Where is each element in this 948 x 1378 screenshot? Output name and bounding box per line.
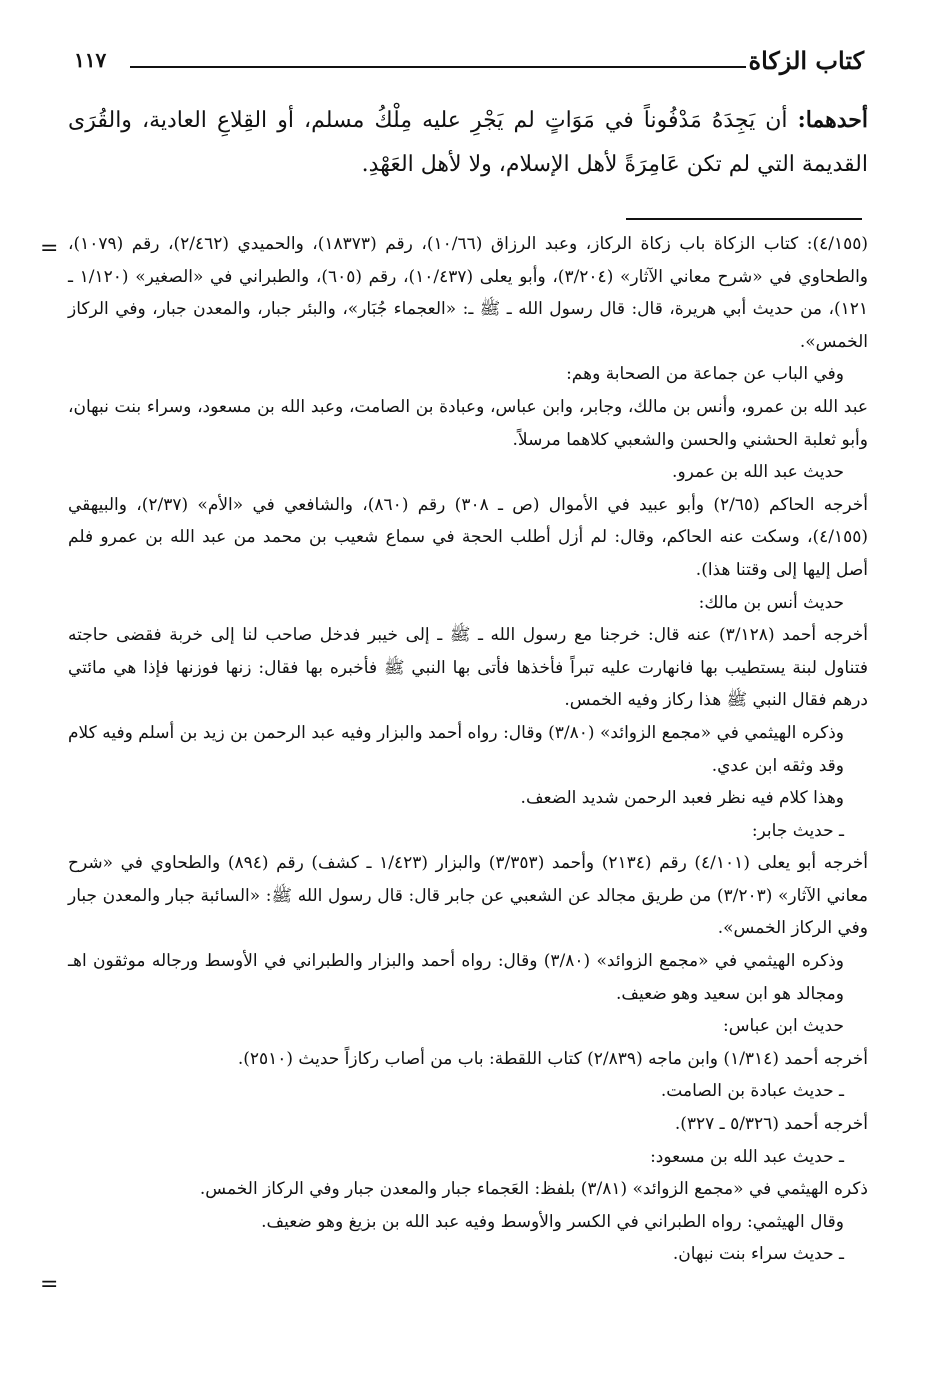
running-title: كتاب الزكاة (748, 46, 864, 75)
footnote-paragraph: أخرجه أحمد (٣/١٢٨) عنه قال: خرجنا مع رسول الله ـ ﷺ ـ إلى خيبر فدخل صاحب لنا إلى خربة فقضى حاجته فتناول لبنة يستطيب بها فانهارت عليه تبراً فأخذها فأتى بها النبي ﷺ فأخبره بها فقال: زنها فوزنها فإذا هي مائتي درهم فقال النبي ﷺ هذا ركاز وفيه الخمس. (68, 625, 868, 711)
header-rule (130, 66, 746, 68)
page-number: ١١٧ (74, 48, 107, 72)
footnote-separator (626, 218, 862, 220)
page-header (74, 46, 864, 82)
footnote-paragraph: ـ حديث سراء بنت نبهان. (672, 1244, 844, 1265)
footnote-paragraph: حديث عبد الله بن عمرو. (672, 462, 844, 483)
footnote-paragraph: عبد الله بن عمرو، وأنس بن مالك، وجابر، وابن عباس، وعبادة بن الصامت، وعبد الله بن مسعود، وسراء بنت نبهان، وأبو ثعلبة الحشني والحسن والشعبي كلاهما مرسلاً. (68, 396, 868, 450)
footnote-paragraph: أخرجه الحاكم (٢/٦٥) وأبو عبيد في الأموال (ص ـ ٣٠٨) رقم (٨٦٠)، والشافعي في «الأم» (٢/٣٧)، والبيهقي (٤/١٥٥)، وسكت عنه الحاكم، وقال: لم أزل أطلب الحجة في سماع شعيب بن محمد من عبد الله بن عمرو فلم أصل إليها إلى وقتنا هذا). (68, 494, 868, 580)
footnote-paragraph: ـ حديث عبد الله بن مسعود: (650, 1146, 844, 1167)
continuation-mark: = (40, 236, 59, 261)
footnote-paragraph: حديث أنس بن مالك: (698, 592, 844, 613)
footnote-paragraph: (٤/١٥٥): كتاب الزكاة باب زكاة الركاز، وعبد الرزاق (١٠/٦٦)، رقم (١٨٣٧٣)، والحميدي (٢/٤٦٢)، رقم (١٠٧٩)، والطحاوي في «شرح معاني الآثار» (٣/٢٠٤)، وأبو يعلى (١٠/٤٣٧)، رقم (٦٠٥)، والطبراني في «الصغير» (١/١٢٠ ـ ١٢١)، من حديث أبي هريرة، قال: قال رسول الله ـ ﷺ ـ: «العجماء جُبَار»، والبئر جبار، والمعدن جبار، وفي الركاز الخمس». (68, 234, 869, 352)
footnote-paragraph: أخرجه أحمد (١/٣١٤) وابن ماجه (٢/٨٣٩) كتاب اللقطة: باب من أصاب ركازاً حديث (٢٥١٠). (237, 1048, 868, 1069)
footnote-paragraph: وهذا كلام فيه نظر فعبد الرحمن شديد الضعف. (520, 788, 844, 809)
end-continuation-mark: = (40, 1272, 59, 1297)
footnote-paragraph: أخرجه أحمد (٥/٣٢٦ ـ ٣٢٧). (674, 1114, 868, 1135)
main-text (68, 98, 868, 187)
footnote-paragraph: وذكره الهيثمي في «مجمع الزوائد» (٣/٨٠) وقال: رواه أحمد والبزار والطبراني في الأوسط ورجاله موثقون اهـ ومجالد هو ابن سعيد وهو ضعيف. (68, 951, 845, 1004)
footnote-paragraph: ذكره الهيثمي في «مجمع الزوائد» (٣/٨١) بلفظ: العَجماء جبار والمعدن جبار وفي الركاز الخمس. (199, 1179, 868, 1200)
main-text-lead: أحدهما: (797, 107, 868, 133)
footnote-paragraph: أخرجه أبو يعلى (٤/١٠١) رقم (٢١٣٤) وأحمد (٣/٣٥٣) والبزار (١/٤٢٣ ـ كشف) رقم (٨٩٤) والطحاوي في «شرح معاني الآثار» (٣/٢٠٣) من طريق مجالد عن الشعبي عن جابر قال: قال رسول الله ﷺ: «السائبة جبار والمعدن جبار وفي الركاز الخمس». (68, 853, 868, 939)
footnote-paragraph: وقال الهيثمي: رواه الطبراني في الكسر والأوسط وفيه عبد الله بن بزيغ وهو ضعيف. (261, 1211, 844, 1232)
footnote-paragraph: حديث ابن عباس: (723, 1016, 844, 1037)
footnote-paragraph: ـ حديث عبادة بن الصامت. (660, 1081, 844, 1102)
footnote-paragraph: ـ حديث جابر: (751, 820, 844, 841)
footnote-paragraph: وفي الباب عن جماعة من الصحابة وهم: (566, 364, 844, 385)
footnote-paragraph: وذكره الهيثمي في «مجمع الزوائد» (٣/٨٠) وقال: رواه أحمد والبزار وفيه عبد الرحمن بن زيد بن أسلم وفيه كلام وقد وثقه ابن عدي. (68, 722, 844, 776)
main-text-body: أن يَجِدَهُ مَدْفُوناً في مَوَاتٍ لم يَجْرِ عليه مِلْكُ مسلم، أو القِلاعِ العادية، والقُرَى القديمة التي لم تكن عَامِرَةً لأهل الإسلام، ولا لأهل العَهْدِ. (68, 108, 868, 177)
footnotes (68, 228, 868, 1271)
